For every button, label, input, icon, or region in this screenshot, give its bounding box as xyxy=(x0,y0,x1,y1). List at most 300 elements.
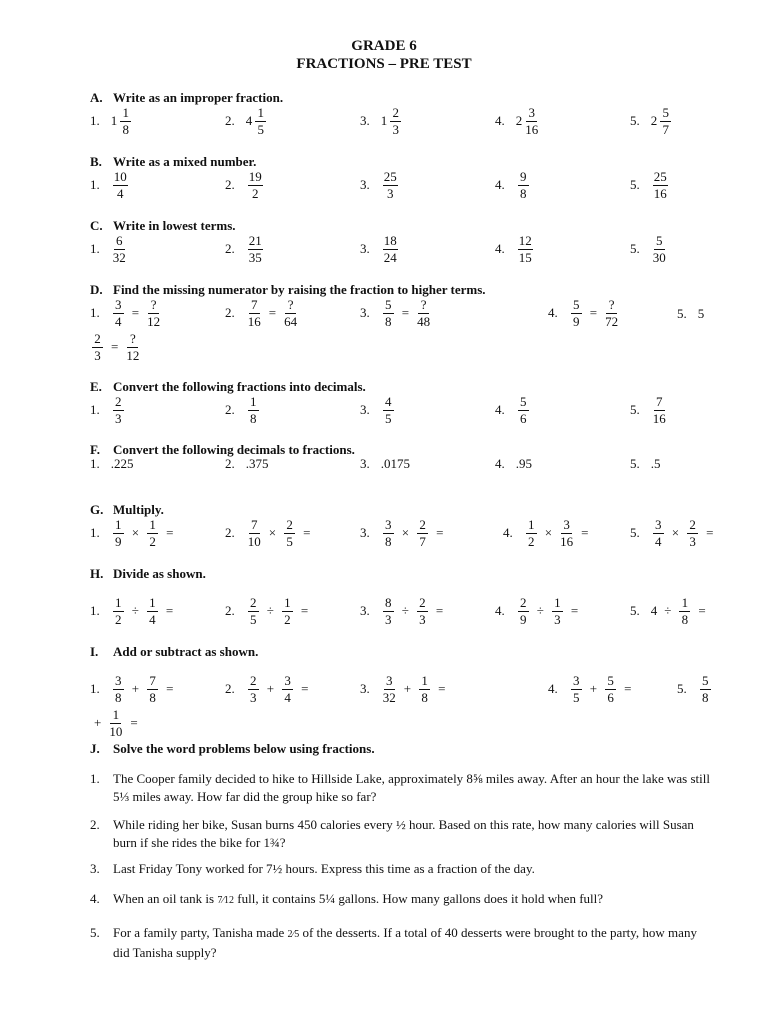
item-number: 3. xyxy=(360,402,370,418)
fraction xyxy=(518,234,533,264)
section-c-heading: C. Write in lowest terms. xyxy=(90,218,236,233)
numerator: 1 xyxy=(526,518,537,534)
item-number: 1. xyxy=(90,681,100,697)
fraction xyxy=(653,395,666,425)
denominator: 8 xyxy=(149,689,156,705)
fraction xyxy=(113,518,124,548)
denominator: 8 xyxy=(702,689,709,705)
equals-sign: = xyxy=(436,525,444,541)
fraction xyxy=(518,596,529,626)
equals-sign: = xyxy=(166,681,174,697)
item-number: 3. xyxy=(360,603,370,619)
equals-sign: = xyxy=(131,305,140,321)
problem-item xyxy=(225,395,261,425)
numerator: 5 xyxy=(383,298,394,314)
denominator: 6 xyxy=(607,689,614,705)
equals-sign: = xyxy=(624,681,632,697)
denominator: 5 xyxy=(385,410,392,426)
equals-sign: = xyxy=(698,603,706,619)
numerator: 1 xyxy=(419,674,430,690)
fraction xyxy=(92,332,103,362)
problem-item-continued xyxy=(90,332,141,362)
numerator: ? xyxy=(285,298,296,314)
numerator: 2 xyxy=(248,674,259,690)
problem-item xyxy=(225,298,299,328)
problem-item xyxy=(225,170,265,200)
item-number: 5. xyxy=(677,306,687,321)
problem-item xyxy=(630,596,712,626)
item-number: 4. xyxy=(548,681,558,697)
item-number: 4. xyxy=(495,113,505,129)
fraction xyxy=(120,106,131,136)
denominator: 4 xyxy=(115,313,122,329)
denominator: 3 xyxy=(387,185,394,201)
equals-sign: = xyxy=(435,603,444,619)
denominator: 5 xyxy=(286,533,293,549)
problem-item xyxy=(90,674,179,704)
denominator: 48 xyxy=(417,313,431,329)
decimal-value: .225 xyxy=(110,456,134,471)
item-number: 2. xyxy=(225,603,235,619)
problem-item xyxy=(360,170,400,200)
item-number: 2. xyxy=(225,456,235,471)
problem-item-continued xyxy=(88,708,144,738)
numerator: 2 xyxy=(248,596,259,612)
equals-sign: = xyxy=(589,305,598,321)
item-number: 5. xyxy=(630,603,640,619)
equals-sign: = xyxy=(268,305,277,321)
numerator: 1 xyxy=(113,518,124,534)
item-number: 1. xyxy=(90,456,100,471)
inline-fraction: 2⁄5 xyxy=(287,929,300,940)
denominator: 5 xyxy=(573,689,580,705)
fraction xyxy=(417,518,428,548)
problem-item xyxy=(90,298,162,328)
operator: + xyxy=(131,681,140,697)
operator: ÷ xyxy=(536,603,544,619)
denominator: 3 xyxy=(419,611,426,627)
problem-item xyxy=(630,456,661,472)
problem-item xyxy=(495,456,532,472)
fraction xyxy=(383,518,394,548)
fraction xyxy=(284,518,295,548)
denominator: 8 xyxy=(385,313,392,329)
denominator: 16 xyxy=(247,313,261,329)
operator: ÷ xyxy=(266,603,274,619)
fraction xyxy=(518,170,529,200)
numerator: 4 xyxy=(383,395,394,411)
word-problem: 1. The Cooper family decided to hike to Hillside Lake, approximately 8⅝ miles away. After an hour the lake was still 5⅓ miles away. How far did the group hike so far? xyxy=(90,771,710,804)
denominator: 32 xyxy=(112,249,126,265)
fraction xyxy=(419,674,430,704)
problem-item xyxy=(225,456,269,472)
problem-item xyxy=(225,674,314,704)
fraction xyxy=(284,298,297,328)
fraction xyxy=(605,674,616,704)
denominator: 7 xyxy=(419,533,426,549)
whole-number: 4 xyxy=(245,113,253,129)
fraction xyxy=(248,170,263,200)
fraction xyxy=(390,106,401,136)
denominator: 4 xyxy=(284,689,291,705)
numerator: 3 xyxy=(384,674,395,690)
problem-item xyxy=(495,234,535,264)
numerator: 6 xyxy=(114,234,125,250)
denominator: 3 xyxy=(94,347,101,363)
problem-item xyxy=(630,170,670,200)
item-number: 4. xyxy=(495,603,505,619)
item-number: 1. xyxy=(90,402,100,418)
section-b-heading: B. Write as a mixed number. xyxy=(90,154,257,169)
item-number: 1. xyxy=(90,113,100,129)
word-problem: 5. For a family party, Tanisha made 2⁄5 of the desserts. If a total of 40 desserts were brought to the party, how many did Tanisha supply? xyxy=(90,925,697,960)
numerator: 21 xyxy=(248,233,262,248)
fraction xyxy=(653,518,664,548)
whole-number: 5 xyxy=(697,306,705,321)
fraction xyxy=(248,518,261,548)
denominator: 8 xyxy=(250,410,257,426)
equals-sign: = xyxy=(166,525,174,541)
whole-number: 4 xyxy=(650,603,658,619)
problem-item xyxy=(495,395,531,425)
inline-fraction: 7⁄12 xyxy=(217,895,235,906)
fraction xyxy=(653,234,666,264)
numerator: 5 xyxy=(518,395,529,411)
numerator: ? xyxy=(418,298,429,314)
equals-sign: = xyxy=(130,715,138,731)
fraction xyxy=(700,674,711,704)
fraction xyxy=(417,596,428,626)
numerator: 1 xyxy=(120,106,131,122)
fraction xyxy=(526,518,537,548)
whole-number: 2 xyxy=(515,113,523,129)
item-number: 4. xyxy=(495,402,505,418)
operator: ÷ xyxy=(664,603,672,619)
denominator: 16 xyxy=(560,533,574,549)
numerator: 7 xyxy=(147,674,158,690)
numerator: 1 xyxy=(147,518,158,534)
denominator: 16 xyxy=(525,121,539,137)
fraction xyxy=(679,596,690,626)
numerator: 5 xyxy=(571,298,582,314)
numerator: 1 xyxy=(248,395,259,411)
problem-item xyxy=(630,234,668,264)
decimal-value: .0175 xyxy=(380,456,410,471)
operator: × xyxy=(401,525,410,541)
fraction xyxy=(660,106,671,136)
numerator: 1 xyxy=(282,596,293,612)
item-number: 5. xyxy=(630,402,640,418)
numerator: 1 xyxy=(113,596,124,612)
operator: × xyxy=(544,525,553,541)
denominator: 8 xyxy=(122,121,129,137)
item-number: 3. xyxy=(360,456,370,471)
denominator: 3 xyxy=(689,533,696,549)
denominator: 12 xyxy=(147,313,161,329)
numerator: 7 xyxy=(249,298,260,314)
denominator: 2 xyxy=(149,533,156,549)
denominator: 8 xyxy=(520,185,527,201)
operator: ÷ xyxy=(401,603,409,619)
denominator: 2 xyxy=(528,533,535,549)
fraction xyxy=(255,106,266,136)
problem-item xyxy=(225,596,314,626)
item-number: 5. xyxy=(630,241,640,257)
fraction xyxy=(113,298,124,328)
numerator: 12 xyxy=(518,233,532,248)
item-number: 2. xyxy=(225,525,235,541)
problem-item xyxy=(225,106,268,136)
fraction xyxy=(126,332,139,362)
item-number: 5. xyxy=(677,681,687,697)
problem-item xyxy=(503,518,594,548)
decimal-value: .95 xyxy=(515,456,532,471)
denominator: 24 xyxy=(383,249,397,265)
fraction xyxy=(147,596,158,626)
problem-item xyxy=(495,170,531,200)
denominator: 64 xyxy=(284,313,298,329)
operator: × xyxy=(131,525,140,541)
numerator: ? xyxy=(148,298,159,314)
item-number: 4. xyxy=(495,241,505,257)
denominator: 15 xyxy=(518,249,532,265)
numerator: 1 xyxy=(110,708,121,724)
section-g-heading: G. Multiply. xyxy=(90,502,164,517)
numerator: 7 xyxy=(249,518,260,534)
numerator: 5 xyxy=(654,234,665,250)
problem-item xyxy=(90,106,133,136)
problem-item xyxy=(90,170,130,200)
whole-number: 1 xyxy=(380,113,388,129)
item-number: 5. xyxy=(630,525,640,541)
denominator: 30 xyxy=(652,249,666,265)
item-number: 5. xyxy=(630,113,640,129)
denominator: 3 xyxy=(554,611,561,627)
item-number: 5. xyxy=(630,456,640,471)
numerator: 2 xyxy=(417,518,428,534)
fraction xyxy=(383,674,396,704)
fraction xyxy=(552,596,563,626)
denominator: 16 xyxy=(653,185,667,201)
numerator: 2 xyxy=(518,596,529,612)
operator: + xyxy=(403,681,412,697)
numerator: ? xyxy=(127,332,138,348)
fraction xyxy=(248,596,259,626)
item-number: 2. xyxy=(225,402,235,418)
numerator: 3 xyxy=(113,298,124,314)
denominator: 4 xyxy=(655,533,662,549)
problem-item xyxy=(90,234,128,264)
fraction xyxy=(147,518,158,548)
fraction xyxy=(113,395,124,425)
equals-sign: = xyxy=(301,681,309,697)
item-number: 4. xyxy=(548,305,558,321)
problem-item xyxy=(630,518,719,548)
fraction xyxy=(248,298,261,328)
denominator: 32 xyxy=(382,689,396,705)
operator: × xyxy=(268,525,277,541)
section-a-heading: A. Write as an improper fraction. xyxy=(90,90,284,105)
item-number: 4. xyxy=(503,525,513,541)
fraction xyxy=(525,106,538,136)
fraction xyxy=(687,518,698,548)
denominator: 10 xyxy=(247,533,261,549)
problem-item xyxy=(360,234,400,264)
section-e-heading: E. Convert the following fractions into decimals. xyxy=(90,379,366,394)
equals-sign: = xyxy=(570,603,579,619)
numerator: 3 xyxy=(113,674,124,690)
section-i-heading: I. Add or subtract as shown. xyxy=(90,644,259,659)
item-number: 4. xyxy=(495,456,505,471)
item-number: 2. xyxy=(225,241,235,257)
operator: + xyxy=(94,715,102,731)
item-number: 5. xyxy=(630,177,640,193)
operator: + xyxy=(266,681,275,697)
fraction xyxy=(248,395,259,425)
item-number: 3. xyxy=(360,177,370,193)
numerator: 3 xyxy=(561,518,572,534)
problem-item xyxy=(360,395,396,425)
equals-sign: = xyxy=(165,603,174,619)
denominator: 72 xyxy=(605,313,619,329)
numerator: 25 xyxy=(383,169,397,184)
problem-item xyxy=(677,306,705,322)
fraction xyxy=(383,234,398,264)
fraction xyxy=(248,234,263,264)
word-problem: 3. Last Friday Tony worked for 7½ hours. Express this time as a fraction of the day. xyxy=(90,861,535,876)
item-number: 1. xyxy=(90,305,100,321)
numerator: 8 xyxy=(383,596,394,612)
fraction xyxy=(113,234,126,264)
item-number: 1. xyxy=(90,603,100,619)
denominator: 4 xyxy=(149,611,156,627)
section-d-heading: D. Find the missing numerator by raising the fraction to higher terms. xyxy=(90,282,486,297)
numerator: 1 xyxy=(255,106,266,122)
numerator: 1 xyxy=(147,596,158,612)
equals-sign: = xyxy=(303,525,311,541)
fraction xyxy=(417,298,430,328)
denominator: 8 xyxy=(385,533,392,549)
denominator: 4 xyxy=(117,185,124,201)
fraction xyxy=(383,170,398,200)
equals-sign: = xyxy=(581,525,589,541)
denominator: 2 xyxy=(252,185,259,201)
numerator: 3 xyxy=(383,518,394,534)
problem-item xyxy=(548,298,620,328)
denominator: 9 xyxy=(115,533,122,549)
word-problem: 2. While riding her bike, Susan burns 450 calories every ½ hour. Based on this rate, how many calories will Susan burn if she rides the bike for 1¾? xyxy=(90,817,694,850)
problem-item xyxy=(225,518,316,548)
numerator: 10 xyxy=(113,169,127,184)
numerator: 2 xyxy=(417,596,428,612)
denominator: 8 xyxy=(421,689,428,705)
numerator: 19 xyxy=(248,169,262,184)
item-number: 3. xyxy=(360,305,370,321)
operator: ÷ xyxy=(131,603,139,619)
problem-item xyxy=(360,596,449,626)
denominator: 2 xyxy=(284,611,291,627)
word-problem: 4. When an oil tank is 7⁄12 full, it contains 5¼ gallons. How many gallons does it hold when full? xyxy=(90,891,604,906)
denominator: 7 xyxy=(662,121,669,137)
numerator: 5 xyxy=(700,674,711,690)
problem-item xyxy=(360,298,432,328)
problem-item xyxy=(630,106,673,136)
grade-heading: GRADE 6 xyxy=(351,38,417,54)
fraction xyxy=(113,596,124,626)
problem-item xyxy=(360,456,410,472)
fraction xyxy=(147,674,158,704)
problem-item xyxy=(548,674,637,704)
item-number: 1. xyxy=(90,525,100,541)
numerator: 2 xyxy=(92,332,103,348)
fraction xyxy=(383,298,394,328)
denominator: 10 xyxy=(109,723,123,739)
item-number: 1. xyxy=(90,177,100,193)
fraction xyxy=(383,395,394,425)
problem-item xyxy=(225,234,265,264)
equals-sign: = xyxy=(706,525,714,541)
fraction xyxy=(282,596,293,626)
fraction xyxy=(605,298,618,328)
fraction xyxy=(571,298,582,328)
item-number: 2. xyxy=(225,681,235,697)
item-number: 3. xyxy=(360,113,370,129)
numerator: 3 xyxy=(282,674,293,690)
fraction xyxy=(109,708,122,738)
problem-item xyxy=(630,395,668,425)
denominator: 9 xyxy=(573,313,580,329)
item-number: 3. xyxy=(360,525,370,541)
decimal-value: .375 xyxy=(245,456,269,471)
section-f-heading: F. Convert the following decimals to fractions. xyxy=(90,442,355,457)
denominator: 5 xyxy=(250,611,257,627)
fraction xyxy=(560,518,573,548)
numerator: 5 xyxy=(660,106,671,122)
page-title: FRACTIONS – PRE TEST xyxy=(296,56,472,72)
numerator: 3 xyxy=(526,106,537,122)
equals-sign: = xyxy=(401,305,410,321)
item-number: 1. xyxy=(90,241,100,257)
denominator: 9 xyxy=(520,611,527,627)
fraction xyxy=(248,674,259,704)
problem-item xyxy=(360,674,451,704)
whole-number: 1 xyxy=(110,113,118,129)
item-number: 3. xyxy=(360,241,370,257)
whole-number: 2 xyxy=(650,113,658,129)
numerator: 2 xyxy=(687,518,698,534)
problem-item xyxy=(90,596,179,626)
fraction xyxy=(571,674,582,704)
problem-item xyxy=(495,106,540,136)
numerator: 9 xyxy=(518,170,529,186)
denominator: 2 xyxy=(115,611,122,627)
equals-sign: = xyxy=(111,339,119,355)
numerator: 1 xyxy=(679,596,690,612)
fraction xyxy=(113,674,124,704)
item-number: 4. xyxy=(495,177,505,193)
problem-item xyxy=(495,596,584,626)
denominator: 5 xyxy=(257,121,264,137)
item-number: 2. xyxy=(225,113,235,129)
numerator: 25 xyxy=(653,169,667,184)
denominator: 8 xyxy=(115,689,122,705)
item-number: 2. xyxy=(225,177,235,193)
operator: + xyxy=(589,681,598,697)
denominator: 12 xyxy=(126,347,140,363)
denominator: 3 xyxy=(250,689,257,705)
numerator: 5 xyxy=(605,674,616,690)
numerator: 2 xyxy=(113,395,124,411)
